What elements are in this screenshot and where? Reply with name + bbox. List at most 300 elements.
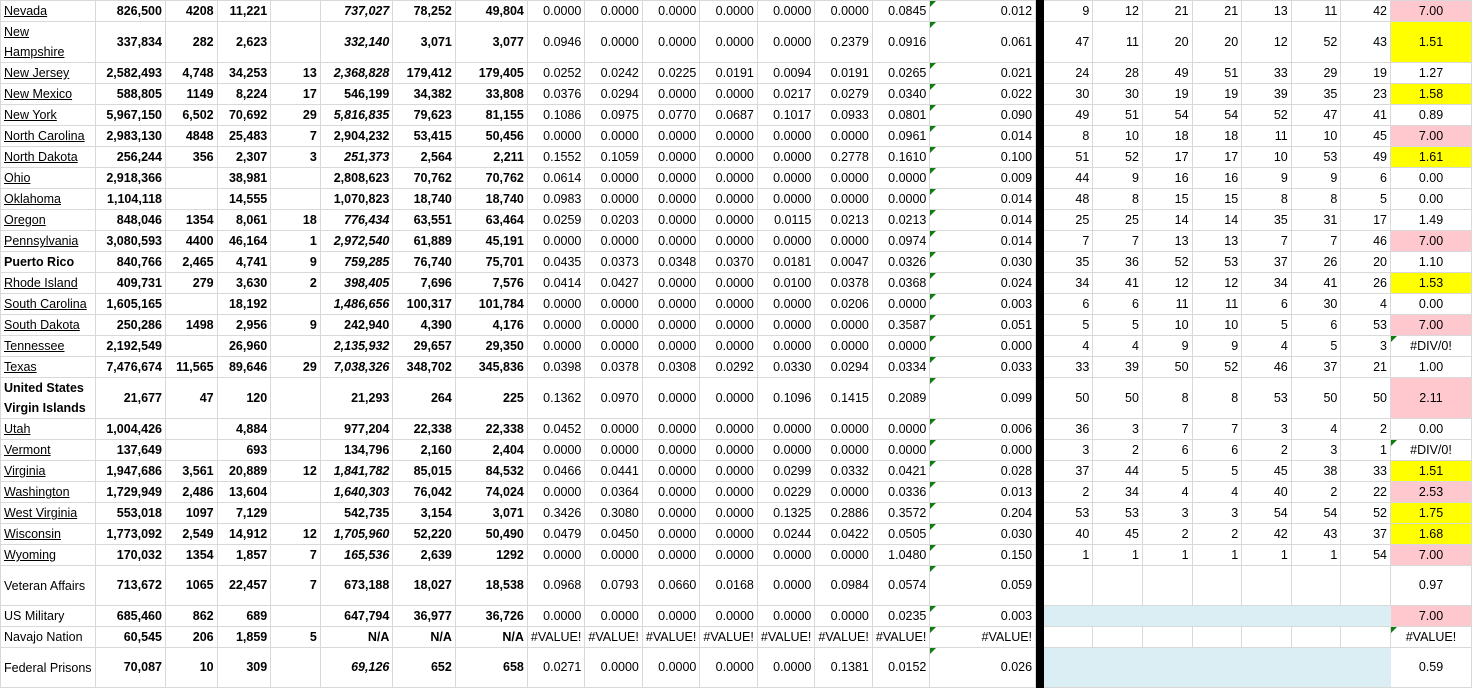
- state-link[interactable]: New Mexico: [4, 87, 73, 101]
- ratio-cell[interactable]: 0.0336: [872, 482, 930, 503]
- rank-cell[interactable]: 11: [1242, 126, 1292, 147]
- ratio-cell[interactable]: 0.0181: [757, 252, 815, 273]
- summary-cell[interactable]: 0.061: [930, 22, 1036, 63]
- rank-cell[interactable]: 9: [1043, 1, 1093, 22]
- ratio-cell[interactable]: #VALUE!: [585, 627, 643, 648]
- cell-c2[interactable]: 2,465: [165, 252, 217, 273]
- ratio-cell[interactable]: 0.0000: [585, 648, 643, 688]
- state-link[interactable]: Nevada: [4, 4, 48, 18]
- cell-c1[interactable]: 256,244: [96, 147, 166, 168]
- summary-cell[interactable]: 0.022: [930, 84, 1036, 105]
- summary-cell[interactable]: 0.003: [930, 606, 1036, 627]
- rank-cell[interactable]: [1192, 566, 1242, 606]
- ratio-cell[interactable]: 0.0000: [585, 336, 643, 357]
- rank-cell[interactable]: 14: [1192, 210, 1242, 231]
- ratio-cell[interactable]: 0.0000: [815, 231, 873, 252]
- state-link[interactable]: New Hampshire: [4, 25, 65, 59]
- rank-cell[interactable]: 49: [1142, 63, 1192, 84]
- rank-cell[interactable]: 21: [1192, 1, 1242, 22]
- rank-cell[interactable]: 22: [1341, 482, 1391, 503]
- rank-cell[interactable]: [1043, 648, 1093, 688]
- ratio-cell[interactable]: 0.0000: [700, 210, 758, 231]
- cell-c4[interactable]: 3: [271, 147, 321, 168]
- cell-c3[interactable]: 4,884: [217, 419, 271, 440]
- ratio-cell[interactable]: 0.0614: [527, 168, 585, 189]
- cell-c5[interactable]: 2,904,232: [320, 126, 393, 147]
- cell-c5[interactable]: 69,126: [320, 648, 393, 688]
- ratio-cell[interactable]: 0.0094: [757, 63, 815, 84]
- rank-cell[interactable]: 54: [1291, 503, 1341, 524]
- cell-c5[interactable]: 673,188: [320, 566, 393, 606]
- rank-cell[interactable]: 43: [1291, 524, 1341, 545]
- ratio-cell[interactable]: 0.2886: [815, 503, 873, 524]
- cell-c2[interactable]: [165, 419, 217, 440]
- score-cell[interactable]: 0.89: [1390, 105, 1471, 126]
- cell-c3[interactable]: 4,741: [217, 252, 271, 273]
- rank-cell[interactable]: 7: [1192, 419, 1242, 440]
- rank-cell[interactable]: 6: [1043, 294, 1093, 315]
- ratio-cell[interactable]: 0.0206: [815, 294, 873, 315]
- rank-cell[interactable]: 31: [1291, 210, 1341, 231]
- rank-cell[interactable]: 12: [1093, 1, 1143, 22]
- rank-cell[interactable]: 20: [1192, 22, 1242, 63]
- cell-c3[interactable]: 25,483: [217, 126, 271, 147]
- cell-c7[interactable]: 63,464: [455, 210, 527, 231]
- cell-c1[interactable]: 5,967,150: [96, 105, 166, 126]
- ratio-cell[interactable]: 0.0326: [872, 252, 930, 273]
- cell-c1[interactable]: 250,286: [96, 315, 166, 336]
- ratio-cell[interactable]: 0.0479: [527, 524, 585, 545]
- rank-cell[interactable]: 11: [1192, 294, 1242, 315]
- rank-cell[interactable]: 52: [1341, 503, 1391, 524]
- row-label-cell[interactable]: [1, 1, 96, 22]
- rank-cell[interactable]: 6: [1142, 440, 1192, 461]
- cell-c4[interactable]: [271, 419, 321, 440]
- cell-c4[interactable]: 12: [271, 461, 321, 482]
- rank-cell[interactable]: 17: [1341, 210, 1391, 231]
- cell-c4[interactable]: 7: [271, 545, 321, 566]
- cell-c5[interactable]: 1,841,782: [320, 461, 393, 482]
- cell-c6[interactable]: 2,639: [393, 545, 456, 566]
- rank-cell[interactable]: 18: [1192, 126, 1242, 147]
- rank-cell[interactable]: 53: [1043, 503, 1093, 524]
- ratio-cell[interactable]: 0.0332: [815, 461, 873, 482]
- cell-c7[interactable]: 18,740: [455, 189, 527, 210]
- score-cell[interactable]: 2.53: [1390, 482, 1471, 503]
- score-cell[interactable]: 1.49: [1390, 210, 1471, 231]
- ratio-cell[interactable]: 0.0000: [700, 461, 758, 482]
- ratio-cell[interactable]: 0.0974: [872, 231, 930, 252]
- rank-cell[interactable]: 2: [1142, 524, 1192, 545]
- cell-c1[interactable]: 553,018: [96, 503, 166, 524]
- ratio-cell[interactable]: 0.0000: [700, 606, 758, 627]
- ratio-cell[interactable]: 0.0000: [815, 168, 873, 189]
- ratio-cell[interactable]: 0.0970: [585, 378, 643, 419]
- rank-cell[interactable]: 1: [1242, 545, 1292, 566]
- rank-cell[interactable]: [1341, 648, 1391, 688]
- rank-cell[interactable]: 54: [1242, 503, 1292, 524]
- cell-c5[interactable]: 542,735: [320, 503, 393, 524]
- ratio-cell[interactable]: 0.0271: [527, 648, 585, 688]
- cell-c2[interactable]: 282: [165, 22, 217, 63]
- ratio-cell[interactable]: 0.0000: [642, 273, 700, 294]
- cell-c6[interactable]: 652: [393, 648, 456, 688]
- cell-c5[interactable]: 242,940: [320, 315, 393, 336]
- row-label-cell[interactable]: [1, 105, 96, 126]
- rank-cell[interactable]: 10: [1093, 126, 1143, 147]
- rank-cell[interactable]: 9: [1093, 168, 1143, 189]
- ratio-cell[interactable]: 0.0368: [872, 273, 930, 294]
- ratio-cell[interactable]: 0.0000: [642, 210, 700, 231]
- cell-c2[interactable]: 47: [165, 378, 217, 419]
- ratio-cell[interactable]: 0.0574: [872, 566, 930, 606]
- ratio-cell[interactable]: 0.0000: [585, 545, 643, 566]
- ratio-cell[interactable]: 0.0000: [700, 524, 758, 545]
- score-cell[interactable]: 1.51: [1390, 22, 1471, 63]
- cell-c2[interactable]: 3,561: [165, 461, 217, 482]
- ratio-cell[interactable]: #VALUE!: [700, 627, 758, 648]
- cell-c4[interactable]: [271, 378, 321, 419]
- cell-c7[interactable]: 345,836: [455, 357, 527, 378]
- rank-cell[interactable]: 40: [1043, 524, 1093, 545]
- cell-c6[interactable]: 34,382: [393, 84, 456, 105]
- ratio-cell[interactable]: 0.0000: [700, 84, 758, 105]
- rank-cell[interactable]: 29: [1291, 63, 1341, 84]
- rank-cell[interactable]: 2: [1192, 524, 1242, 545]
- summary-cell[interactable]: 0.000: [930, 440, 1036, 461]
- ratio-cell[interactable]: 0.0000: [642, 126, 700, 147]
- ratio-cell[interactable]: 0.0000: [815, 315, 873, 336]
- ratio-cell[interactable]: 0.0933: [815, 105, 873, 126]
- summary-cell[interactable]: 0.204: [930, 503, 1036, 524]
- rank-cell[interactable]: 39: [1093, 357, 1143, 378]
- cell-c3[interactable]: 2,307: [217, 147, 271, 168]
- rank-cell[interactable]: 53: [1341, 315, 1391, 336]
- cell-c4[interactable]: 7: [271, 566, 321, 606]
- cell-c4[interactable]: [271, 168, 321, 189]
- score-cell[interactable]: 0.00: [1390, 189, 1471, 210]
- cell-c4[interactable]: [271, 648, 321, 688]
- cell-c5[interactable]: 1,640,303: [320, 482, 393, 503]
- cell-c2[interactable]: 356: [165, 147, 217, 168]
- rank-cell[interactable]: [1192, 648, 1242, 688]
- cell-c5[interactable]: 251,373: [320, 147, 393, 168]
- rank-cell[interactable]: 3: [1291, 440, 1341, 461]
- ratio-cell[interactable]: 0.0000: [872, 168, 930, 189]
- rank-cell[interactable]: 7: [1043, 231, 1093, 252]
- cell-c2[interactable]: [165, 168, 217, 189]
- summary-cell[interactable]: 0.030: [930, 252, 1036, 273]
- cell-c6[interactable]: 29,657: [393, 336, 456, 357]
- row-label-cell[interactable]: [1, 482, 96, 503]
- ratio-cell[interactable]: 0.0000: [642, 22, 700, 63]
- rank-cell[interactable]: 54: [1192, 105, 1242, 126]
- ratio-cell[interactable]: 0.0000: [527, 336, 585, 357]
- row-label-cell[interactable]: [1, 648, 96, 688]
- ratio-cell[interactable]: 0.0000: [642, 231, 700, 252]
- cell-c3[interactable]: 693: [217, 440, 271, 461]
- cell-c7[interactable]: 225: [455, 378, 527, 419]
- rank-cell[interactable]: [1341, 566, 1391, 606]
- ratio-cell[interactable]: 0.0378: [815, 273, 873, 294]
- cell-c7[interactable]: 74,024: [455, 482, 527, 503]
- rank-cell[interactable]: [1192, 627, 1242, 648]
- state-link[interactable]: Virginia: [4, 464, 46, 478]
- cell-c1[interactable]: 137,649: [96, 440, 166, 461]
- cell-c2[interactable]: 4400: [165, 231, 217, 252]
- cell-c2[interactable]: 11,565: [165, 357, 217, 378]
- rank-cell[interactable]: 8: [1192, 378, 1242, 419]
- cell-c6[interactable]: 4,390: [393, 315, 456, 336]
- ratio-cell[interactable]: 0.0000: [872, 294, 930, 315]
- rank-cell[interactable]: 52: [1242, 105, 1292, 126]
- cell-c4[interactable]: 17: [271, 84, 321, 105]
- rank-cell[interactable]: 13: [1192, 231, 1242, 252]
- ratio-cell[interactable]: 0.0660: [642, 566, 700, 606]
- row-label-cell[interactable]: [1, 524, 96, 545]
- cell-c4[interactable]: 9: [271, 315, 321, 336]
- rank-cell[interactable]: [1142, 627, 1192, 648]
- state-link[interactable]: West Virginia: [4, 506, 78, 520]
- ratio-cell[interactable]: 0.0000: [815, 189, 873, 210]
- ratio-cell[interactable]: 0.0427: [585, 273, 643, 294]
- row-label-cell[interactable]: [1, 231, 96, 252]
- rank-cell[interactable]: 28: [1093, 63, 1143, 84]
- cell-c7[interactable]: N/A: [455, 627, 527, 648]
- state-link[interactable]: Washington: [4, 485, 70, 499]
- rank-cell[interactable]: 52: [1142, 252, 1192, 273]
- ratio-cell[interactable]: 0.0000: [757, 168, 815, 189]
- ratio-cell[interactable]: 0.0000: [642, 189, 700, 210]
- ratio-cell[interactable]: 0.0000: [700, 147, 758, 168]
- cell-c5[interactable]: 647,794: [320, 606, 393, 627]
- cell-c6[interactable]: 22,338: [393, 419, 456, 440]
- summary-cell[interactable]: 0.033: [930, 357, 1036, 378]
- ratio-cell[interactable]: 0.0000: [757, 315, 815, 336]
- cell-c1[interactable]: 2,983,130: [96, 126, 166, 147]
- ratio-cell[interactable]: 0.0000: [527, 294, 585, 315]
- rank-cell[interactable]: 12: [1192, 273, 1242, 294]
- row-label-cell[interactable]: [1, 126, 96, 147]
- ratio-cell[interactable]: 0.0000: [642, 545, 700, 566]
- ratio-cell[interactable]: 0.0000: [872, 419, 930, 440]
- summary-cell[interactable]: 0.006: [930, 419, 1036, 440]
- score-cell[interactable]: #VALUE!: [1390, 627, 1471, 648]
- ratio-cell[interactable]: 0.0000: [757, 1, 815, 22]
- ratio-cell[interactable]: 0.0000: [642, 482, 700, 503]
- rank-cell[interactable]: 3: [1093, 419, 1143, 440]
- cell-c3[interactable]: 120: [217, 378, 271, 419]
- cell-c7[interactable]: 84,532: [455, 461, 527, 482]
- ratio-cell[interactable]: 0.2089: [872, 378, 930, 419]
- cell-c4[interactable]: 5: [271, 627, 321, 648]
- row-label-cell[interactable]: [1, 336, 96, 357]
- score-cell[interactable]: #DIV/0!: [1390, 336, 1471, 357]
- cell-c1[interactable]: 1,104,118: [96, 189, 166, 210]
- state-link[interactable]: Texas: [4, 360, 37, 374]
- ratio-cell[interactable]: 0.0000: [757, 126, 815, 147]
- rank-cell[interactable]: 26: [1341, 273, 1391, 294]
- state-link[interactable]: New Jersey: [4, 66, 70, 80]
- rank-cell[interactable]: 47: [1291, 105, 1341, 126]
- rank-cell[interactable]: 37: [1242, 252, 1292, 273]
- score-cell[interactable]: 0.00: [1390, 294, 1471, 315]
- cell-c1[interactable]: 2,918,366: [96, 168, 166, 189]
- ratio-cell[interactable]: 0.0308: [642, 357, 700, 378]
- ratio-cell[interactable]: 0.0505: [872, 524, 930, 545]
- summary-cell[interactable]: 0.100: [930, 147, 1036, 168]
- cell-c2[interactable]: [165, 440, 217, 461]
- ratio-cell[interactable]: 0.0000: [585, 189, 643, 210]
- rank-cell[interactable]: 7: [1242, 231, 1292, 252]
- ratio-cell[interactable]: #VALUE!: [642, 627, 700, 648]
- ratio-cell[interactable]: 0.0000: [700, 315, 758, 336]
- rank-cell[interactable]: 21: [1142, 1, 1192, 22]
- cell-c3[interactable]: 38,981: [217, 168, 271, 189]
- ratio-cell[interactable]: 0.0000: [585, 1, 643, 22]
- ratio-cell[interactable]: 0.0000: [642, 147, 700, 168]
- ratio-cell[interactable]: 0.0000: [815, 336, 873, 357]
- ratio-cell[interactable]: 0.0450: [585, 524, 643, 545]
- ratio-cell[interactable]: 0.0292: [700, 357, 758, 378]
- cell-c7[interactable]: 75,701: [455, 252, 527, 273]
- ratio-cell[interactable]: 0.0000: [700, 419, 758, 440]
- rank-cell[interactable]: 6: [1242, 294, 1292, 315]
- cell-c7[interactable]: 2,211: [455, 147, 527, 168]
- ratio-cell[interactable]: 0.0000: [815, 126, 873, 147]
- rank-cell[interactable]: 4: [1341, 294, 1391, 315]
- cell-c6[interactable]: 264: [393, 378, 456, 419]
- ratio-cell[interactable]: 0.0441: [585, 461, 643, 482]
- ratio-cell[interactable]: 0.0348: [642, 252, 700, 273]
- rank-cell[interactable]: 52: [1093, 147, 1143, 168]
- ratio-cell[interactable]: 0.0000: [815, 606, 873, 627]
- cell-c1[interactable]: 588,805: [96, 84, 166, 105]
- summary-cell[interactable]: 0.014: [930, 231, 1036, 252]
- cell-c6[interactable]: 85,015: [393, 461, 456, 482]
- rank-cell[interactable]: 44: [1043, 168, 1093, 189]
- rank-cell[interactable]: [1142, 648, 1192, 688]
- rank-cell[interactable]: 5: [1192, 461, 1242, 482]
- rank-cell[interactable]: [1043, 606, 1093, 627]
- cell-c5[interactable]: 2,368,828: [320, 63, 393, 84]
- cell-c2[interactable]: [165, 189, 217, 210]
- ratio-cell[interactable]: 0.0916: [872, 22, 930, 63]
- rank-cell[interactable]: [1192, 606, 1242, 627]
- ratio-cell[interactable]: 0.0000: [527, 315, 585, 336]
- ratio-cell[interactable]: 0.2379: [815, 22, 873, 63]
- ratio-cell[interactable]: 0.0213: [872, 210, 930, 231]
- ratio-cell[interactable]: 0.0984: [815, 566, 873, 606]
- rank-cell[interactable]: 37: [1291, 357, 1341, 378]
- rank-cell[interactable]: 10: [1142, 315, 1192, 336]
- cell-c1[interactable]: 2,582,493: [96, 63, 166, 84]
- rank-cell[interactable]: 2: [1242, 440, 1292, 461]
- cell-c3[interactable]: 13,604: [217, 482, 271, 503]
- cell-c5[interactable]: 165,536: [320, 545, 393, 566]
- ratio-cell[interactable]: 0.0000: [642, 315, 700, 336]
- rank-cell[interactable]: 33: [1043, 357, 1093, 378]
- ratio-cell[interactable]: 1.0480: [872, 545, 930, 566]
- cell-c4[interactable]: 1: [271, 231, 321, 252]
- rank-cell[interactable]: 1: [1192, 545, 1242, 566]
- ratio-cell[interactable]: 0.0000: [700, 126, 758, 147]
- ratio-cell[interactable]: 0.0000: [527, 231, 585, 252]
- score-cell[interactable]: 2.11: [1390, 378, 1471, 419]
- rank-cell[interactable]: 51: [1043, 147, 1093, 168]
- row-label-cell[interactable]: [1, 566, 96, 606]
- ratio-cell[interactable]: 0.0946: [527, 22, 585, 63]
- cell-c5[interactable]: 2,808,623: [320, 168, 393, 189]
- rank-cell[interactable]: 37: [1341, 524, 1391, 545]
- cell-c3[interactable]: 2,956: [217, 315, 271, 336]
- ratio-cell[interactable]: 0.0000: [527, 1, 585, 22]
- ratio-cell[interactable]: 0.2778: [815, 147, 873, 168]
- cell-c7[interactable]: 81,155: [455, 105, 527, 126]
- cell-c2[interactable]: 4,748: [165, 63, 217, 84]
- ratio-cell[interactable]: 0.0000: [700, 482, 758, 503]
- rank-cell[interactable]: 3: [1341, 336, 1391, 357]
- rank-cell[interactable]: 10: [1192, 315, 1242, 336]
- score-cell[interactable]: 7.00: [1390, 545, 1471, 566]
- cell-c5[interactable]: 737,027: [320, 1, 393, 22]
- score-cell[interactable]: 7.00: [1390, 606, 1471, 627]
- ratio-cell[interactable]: 0.0294: [585, 84, 643, 105]
- cell-c7[interactable]: 7,576: [455, 273, 527, 294]
- rank-cell[interactable]: 46: [1242, 357, 1292, 378]
- ratio-cell[interactable]: 0.0000: [642, 606, 700, 627]
- rank-cell[interactable]: 4: [1093, 336, 1143, 357]
- rank-cell[interactable]: 6: [1341, 168, 1391, 189]
- rank-cell[interactable]: 6: [1192, 440, 1242, 461]
- ratio-cell[interactable]: 0.0000: [700, 336, 758, 357]
- ratio-cell[interactable]: 0.0373: [585, 252, 643, 273]
- rank-cell[interactable]: 7: [1093, 231, 1143, 252]
- rank-cell[interactable]: 52: [1291, 22, 1341, 63]
- ratio-cell[interactable]: 0.3572: [872, 503, 930, 524]
- score-cell[interactable]: 7.00: [1390, 126, 1471, 147]
- cell-c7[interactable]: 2,404: [455, 440, 527, 461]
- ratio-cell[interactable]: 0.0000: [642, 648, 700, 688]
- rank-cell[interactable]: 35: [1291, 84, 1341, 105]
- ratio-cell[interactable]: 0.0770: [642, 105, 700, 126]
- cell-c3[interactable]: 309: [217, 648, 271, 688]
- ratio-cell[interactable]: 0.0000: [585, 294, 643, 315]
- ratio-cell[interactable]: 0.3587: [872, 315, 930, 336]
- ratio-cell[interactable]: 0.0000: [642, 419, 700, 440]
- rank-cell[interactable]: 8: [1043, 126, 1093, 147]
- summary-cell[interactable]: 0.099: [930, 378, 1036, 419]
- cell-c3[interactable]: 89,646: [217, 357, 271, 378]
- rank-cell[interactable]: 50: [1142, 357, 1192, 378]
- rank-cell[interactable]: [1142, 566, 1192, 606]
- summary-cell[interactable]: 0.000: [930, 336, 1036, 357]
- rank-cell[interactable]: [1242, 606, 1292, 627]
- cell-c4[interactable]: 29: [271, 105, 321, 126]
- score-cell[interactable]: 1.61: [1390, 147, 1471, 168]
- rank-cell[interactable]: 8: [1242, 189, 1292, 210]
- score-cell[interactable]: 0.00: [1390, 419, 1471, 440]
- summary-cell[interactable]: 0.051: [930, 315, 1036, 336]
- cell-c5[interactable]: 759,285: [320, 252, 393, 273]
- rank-cell[interactable]: [1291, 648, 1341, 688]
- score-cell[interactable]: 1.27: [1390, 63, 1471, 84]
- ratio-cell[interactable]: 0.0047: [815, 252, 873, 273]
- cell-c6[interactable]: 18,027: [393, 566, 456, 606]
- cell-c3[interactable]: 1,859: [217, 627, 271, 648]
- ratio-cell[interactable]: 0.0252: [527, 63, 585, 84]
- ratio-cell[interactable]: 0.0000: [642, 294, 700, 315]
